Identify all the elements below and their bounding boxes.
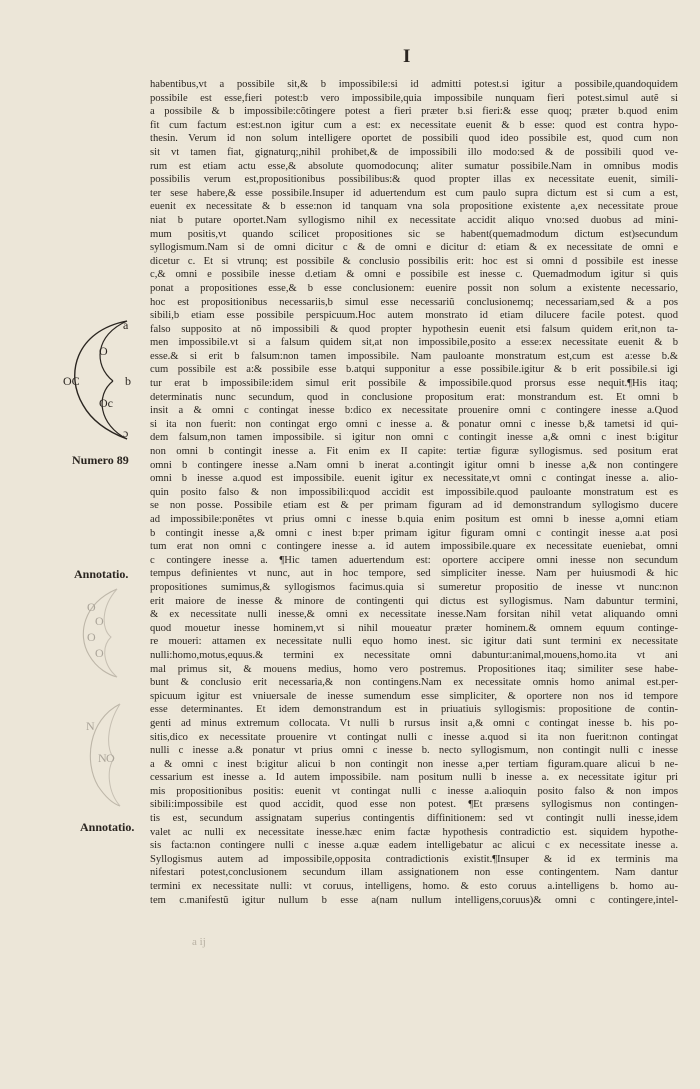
text-line: rum est etiam actu esse,& absolute quomodocunq; aliter sumatur possibile.Nam in omnibus modis bbox=[150, 160, 678, 172]
text-line: b contingit inesse a,& omni c inest b:per primam igitur figuram omni c contingit inesse a.at posi bbox=[150, 527, 678, 539]
text-line: non omni b contingit inesse a. Fit enim ex II capite: tertiæ figuræ syllogismus. sed positum erat bbox=[150, 446, 678, 458]
text-line: cessarium est inesse a. Id autem impossibile. nam positum nulli b inesse a. ex necessitate igitur pri bbox=[150, 772, 678, 784]
text-line: esse.& si erit b falsum:non tamen impossibile. Nam pauloante monstratum est,cum est a:esse b.& bbox=[150, 350, 678, 362]
text-line: erit maiore de inesse & minore de contingenti qui dictus est syllogismus. Nam dabuntur termini, bbox=[150, 595, 678, 607]
crescent-diagram bbox=[55, 315, 145, 445]
text-line: determinatis nunc secundum, quod in conclusione propositum erat: monstrandum est. Et omni b bbox=[150, 391, 678, 403]
text-line: sibili:impossibile est quod accidit, quod esse non potest. ¶Et præsens syllogismus non contingen- bbox=[150, 799, 678, 811]
text-line: quod mouetur inesse hominem,vt si nihil moueatur præter hominem.& omnem equum continge- bbox=[150, 622, 678, 634]
text-line: bunt & conclusio erit necessaria,& non contingens.Nam ex necessitate omnis homo animal est.per- bbox=[150, 677, 678, 689]
text-line: sitis,dico ex necessitate prouenire vt contingat nulli c inesse a.quod si ita non fuerit:non contingat bbox=[150, 731, 678, 743]
text-line: ponat a propositiones esse,& b esse conclusionem: euenire possit non solum a existente necessario, bbox=[150, 282, 678, 294]
faded-label-1: O bbox=[87, 600, 96, 614]
text-line: tis est, secundum assignatam superius contingentis diffinitionem: sed vt contingit nulli inesse,idem bbox=[150, 813, 678, 825]
folio-number: I bbox=[403, 46, 411, 67]
text-line: Syllogismus autem ad impossibile,opposita contradictionis existit.¶Insuper & id ex terminis ma bbox=[150, 853, 678, 865]
text-line: mum positis,vt quando scilicet propositiones sic se habent(quemadmodum dictum est)secundum bbox=[150, 228, 678, 240]
text-line: se non posse. Possibile etiam est & per primam figuram ad id demonstrandum syllogismo ducere bbox=[150, 500, 678, 512]
text-line: ter sese habere,& esse possibile.Insuper id aduertendum est cum paulo supra dictum est si cum a est, bbox=[150, 187, 678, 199]
text-line: nifestari potest,conclusionem secundum illam assignationem non esse contingentem. Nam dantur bbox=[150, 867, 678, 879]
text-line: omni b inesse a.quod est impossibile. euenit igitur ex necessitate,vt omni c contingat inesse a. alio- bbox=[150, 473, 678, 485]
faded-label-o: O bbox=[106, 751, 115, 765]
text-line: mis propositionibus positis: euenit vt contingat nulli c inesse a.alioquin posito falso & non impos bbox=[150, 785, 678, 797]
diagram-label-bottom: ɔ bbox=[123, 426, 129, 440]
faded-label-n2: N bbox=[98, 751, 107, 765]
margin-numero: Numero 89 bbox=[72, 453, 129, 467]
signature-mark: a ij bbox=[192, 936, 206, 948]
text-line: possibile est esse,fieri potest:b vero impossibile,quia impossibile nunquam fieri potest.simul autẽ si bbox=[150, 92, 678, 104]
text-line: sis facta:non contingere nulli c inesse a.quæ eadem intelligebatur ac alicui c ex necessitate inesse a. bbox=[150, 840, 678, 852]
crescent-outer-arc bbox=[75, 321, 127, 439]
faded-label-4: O bbox=[95, 646, 104, 660]
text-line: syllogismum.Nam si de omni dicitur c & de omni e dicitur d: etiam & ex necessitate de omni e bbox=[150, 242, 678, 254]
text-line: falso supposito at nõ impossibili & quod propter hypothesin euenit etsi falsum quidem erit,non ta- bbox=[150, 323, 678, 335]
diagram-label-o: O bbox=[99, 344, 108, 358]
diagram-label-a: a bbox=[123, 318, 129, 332]
text-line: insit a & omni c contingat inesse b:dico ex necessitate prouenire omni c contingere inesse a.Quod bbox=[150, 405, 678, 417]
text-line: possibilis verum est,propositionibus possibilibus:& quod propter illas ex necessitate euenit, simili- bbox=[150, 174, 678, 186]
text-line: quin posito falso & non impossibili:quod accidit est impossibile.quod pauloante monstratum est es bbox=[150, 486, 678, 498]
text-line: valet ac nulli ex necessitate inesse.hæc enim factæ hypothesis contradictio est. siquidem hypothe- bbox=[150, 826, 678, 838]
text-line: nulli:homo,motus,equus.& termini ex necessitate omni dabuntur:animal,mouens,homo.ita vt ani bbox=[150, 649, 678, 661]
faded-crescent-diagram-2 bbox=[70, 700, 140, 810]
faded-label-n1: N bbox=[86, 719, 95, 733]
text-line: men impossibile.vt si a falsum quidem sit,at non impossibile,posito a esse:ex necessitate euenit & b bbox=[150, 337, 678, 349]
text-line: si ita non fuerit: non contingat ergo omni c inesse a. & ponatur omni c inesse b,& tametsi id qui- bbox=[150, 418, 678, 430]
text-line: c,& omni e possibile inesse d.etiam & omni e possibile est inesse c. Quemadmodum igitur si quis bbox=[150, 269, 678, 281]
text-line: euenit ex necessitate & b esse:non id tanquam vna sola propositione existente a,ex necessitate proue bbox=[150, 201, 678, 213]
text-line: cum possibile est a:& possibile esse b.atqui supponitur a esse possibile.igitur & b erit possibile.si igi bbox=[150, 364, 678, 376]
text-line: re moueri: attamen ex necessitate nulli equo homo inest. sic igitur dati sunt termini ex necessitate bbox=[150, 636, 678, 648]
margin-annotatio-1: Annotatio. bbox=[74, 567, 129, 581]
text-line: dicetur c. Et si vtrunq; est possibile & conclusio possibilis erit: hoc est si omni d possibile est inesse bbox=[150, 255, 678, 267]
text-line: sit vt tamen fiat, gignaturq;,nihil prohibet,& de impossibili illo modo:sed & de possibili quod ve- bbox=[150, 146, 678, 158]
text-line: esse determinantes. Et idem demonstrandum est in priuatiuis syllogismis: propositione de contin- bbox=[150, 704, 678, 716]
text-line: hoc est propositionibus necessariis,b simul esse necessariũ conclusionemq; necessariam,sed & a pos bbox=[150, 296, 678, 308]
text-line: habentibus,vt a possibile sit,& b impossibile:si id admitti potest.si igitur a possibile,quandoquidem bbox=[150, 79, 678, 90]
margin-annotatio-2: Annotatio. bbox=[80, 820, 135, 834]
text-line: ad impossibile:ponẽtes vt prius omni c inesse b.quia enim positum est omni b inesse a,omni etiam bbox=[150, 514, 678, 525]
text-line: niat b putare oportet.Nam syllogismo nihil ex necessitate accidit aliquo vno:sed duobus ad mini- bbox=[150, 214, 678, 226]
text-line: propositiones sumimus,& syllogismos facimus.quia si sumeretur propositio de inesse vt nunc:non bbox=[150, 581, 678, 593]
text-line: thesin. Verum id non solum intelligere oportet de possibili quod ideo possibile est, quod cum non bbox=[150, 133, 678, 145]
text-line: tempus definientes vt nunc, aut in hoc tempore, sed simpliciter inesse. Nam per huiusmodi & hic bbox=[150, 568, 678, 580]
faded-crescent-diagram bbox=[65, 585, 135, 680]
diagram-label-oc-lower: Oc bbox=[99, 396, 113, 410]
text-line: spicuum igitur est vniuersale de inesse sumendum esse simpliciter, & oportere non nos id tempore bbox=[150, 690, 678, 702]
text-line: sibili,b etiam esse possibile perspicuum.Hoc autem monstrato id etiam dilucere facile potest. quod bbox=[150, 310, 678, 322]
text-line: tur erat b impossibile:idem simul erit possibile & impossibile.quod prorsus esse nequit.¶His itaq; bbox=[150, 378, 678, 390]
text-line: mal primus sit, & mouens medius, homo vero postremus. Propositiones itaq; similiter sese habe- bbox=[150, 663, 678, 675]
text-line: a & omni c inest b:igitur alicui b non contingit non inesse a,per tertiam figuram.quare alicui b ne- bbox=[150, 758, 678, 770]
text-line: a possibile & b impossibile:cõtingere potest a fieri præter b.si fieri:& esse quoq; præter b.quod enim bbox=[150, 106, 678, 118]
faded-label-3: O bbox=[87, 630, 96, 644]
faded-inner-arc bbox=[104, 589, 117, 677]
text-line: tum erat non omni c contingere inesse a. id autem impossibile.quare ex necessitate eueniebat, omni bbox=[150, 541, 678, 553]
text-line: dem falsum,non tamen impossibile. si igitur non omni c contingit inesse a,& omni c inest b:igitur bbox=[150, 432, 678, 444]
main-text-block bbox=[150, 78, 678, 907]
text-line: c contingere inesse a. ¶Hic tamen aduertendum est: oportere accipere omni inesse non secundum bbox=[150, 554, 678, 566]
text-line: fit cum factum est:est.non igitur cum a est: ex necessitate euenit & b esse: quod est contra hypo- bbox=[150, 119, 678, 131]
faded-label-2: O bbox=[95, 614, 104, 628]
text-line: omni b contingere inesse a.Nam omni b inerat a.contingit igitur omni b inesse a,& non contingere bbox=[150, 459, 678, 471]
diagram-label-oc: OC bbox=[63, 374, 80, 388]
text-line: & ex necessitate nulli inesse,& omni ex necessitate inesse.Nam forsitan nihil vetat aliquando omni bbox=[150, 609, 678, 621]
diagram-label-b: b bbox=[125, 374, 131, 388]
text-line: termini ex necessitate nulli: vt coruus, intelligens, homo. & esto coruus a.intelligens b. homo au- bbox=[150, 881, 678, 893]
text-line: genti ad minus extremum collocata. Vt nulli b rursus insit a,& omni c contingat inesse b. his po- bbox=[150, 717, 678, 729]
text-line: nulli c inesse a.& ponatur vt prius omni c inesse b. necto syllogismum, non contingit nulli c inesse bbox=[150, 745, 678, 757]
text-line: tem c.manifestũ igitur nullum b esse a(nam nullum intelligens,coruus)& omni c contingere,intel- bbox=[150, 894, 678, 906]
